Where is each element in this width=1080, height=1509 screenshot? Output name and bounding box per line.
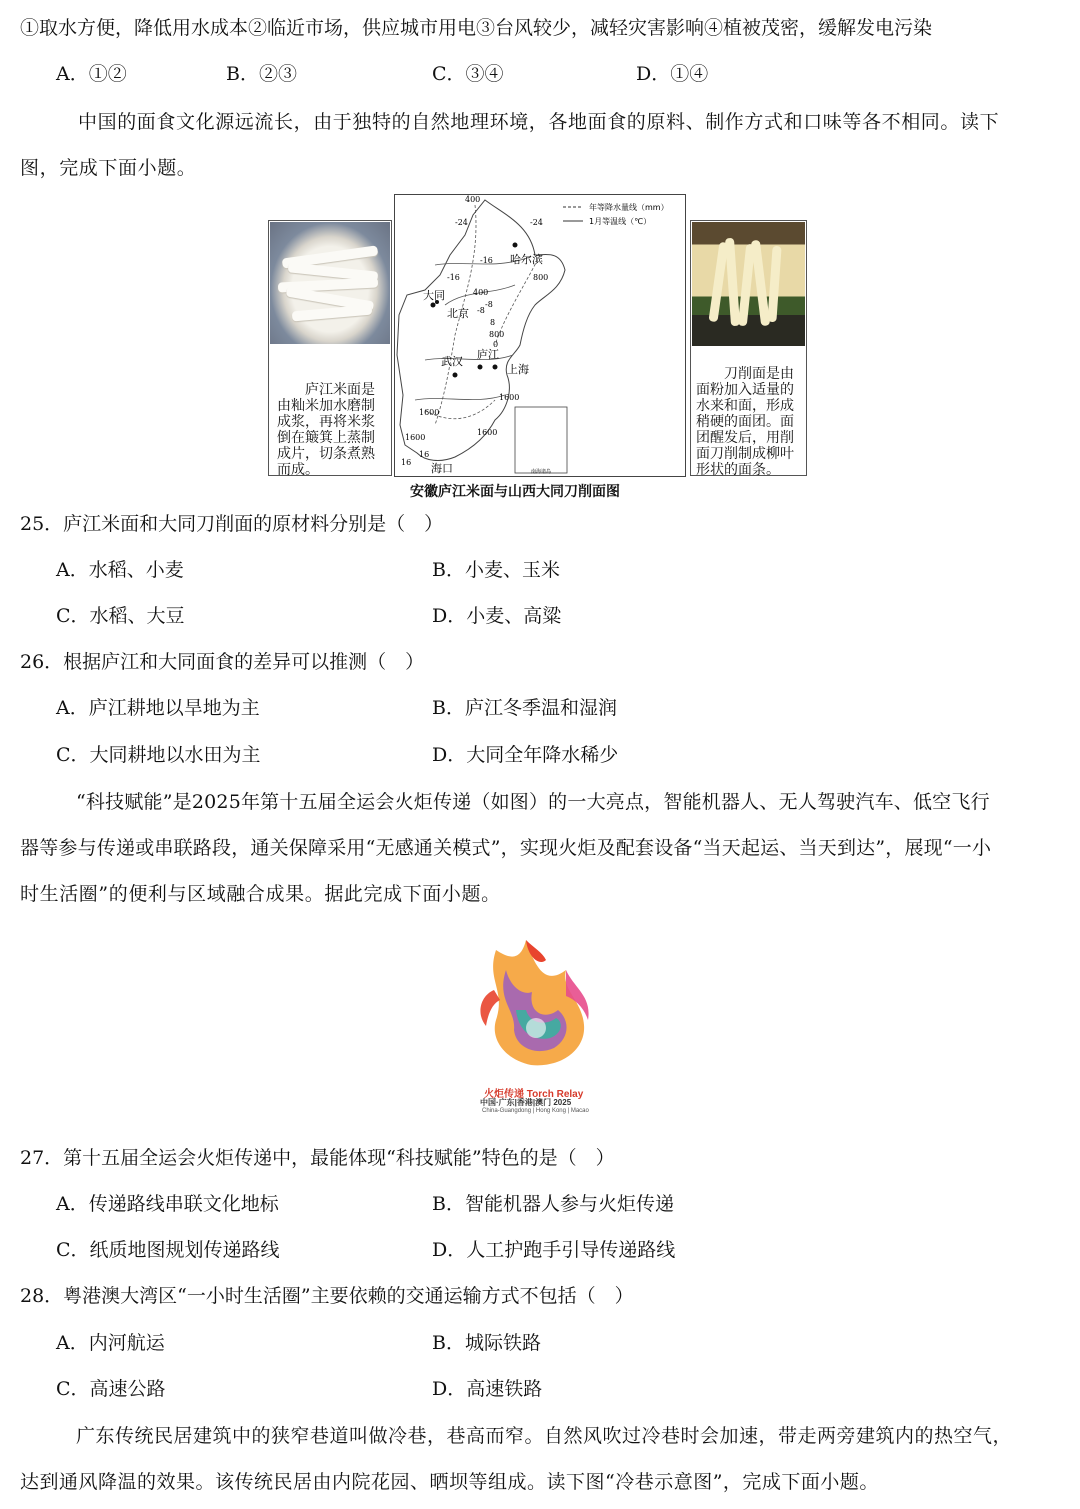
prev-option-a[interactable]: A．①② — [56, 63, 127, 85]
svg-text:400: 400 — [465, 195, 481, 204]
intro-torch-line1: “科技赋能”是2025年第十五届全运会火炬传递（如图）的一大亮点，智能机器人、无人驾驶汽车、低空飞行 — [76, 791, 990, 813]
svg-text:800: 800 — [489, 330, 505, 339]
china-map-svg — [395, 195, 685, 476]
svg-text:-24: -24 — [455, 218, 468, 227]
rice-noodle-photo — [270, 222, 390, 344]
svg-text:400: 400 — [473, 288, 489, 297]
knife-noodle-caption: 刀削面是由面粉加入适量的水来和面，形成稍硬的面团。面团醒发后，用削面刀削制成柳叶形状的面条。 — [696, 366, 794, 478]
city-beijing: 北京 — [447, 307, 469, 320]
q25-option-d[interactable]: D．小麦、高粱 — [432, 605, 562, 627]
svg-text:16: 16 — [401, 458, 412, 467]
q28-stem: 28．粤港澳大湾区“一小时生活圈”主要依赖的交通运输方式不包括（ ） — [20, 1285, 634, 1307]
city-harbin: 哈尔滨 — [510, 253, 543, 266]
logo-subtitle: 中国·广东|香港|澳门 2025 — [480, 1098, 572, 1107]
city-datong: 大同 — [423, 289, 445, 302]
q25-stem: 25．庐江米面和大同刀削面的原材料分别是（ ） — [20, 513, 444, 535]
svg-text:-16: -16 — [447, 273, 460, 282]
intro-torch-line2: 器等参与传递或串联路段，通关保障采用“无感通关模式”，实现火炬及配套设备“当天起运、当天到达”，展现“一小 — [20, 837, 992, 859]
svg-text:800: 800 — [533, 273, 549, 282]
q27-option-a[interactable]: A．传递路线串联文化地标 — [56, 1193, 279, 1215]
q25-option-b[interactable]: B．小麦、玉米 — [432, 559, 560, 581]
city-lujiang: 庐江 — [477, 348, 499, 361]
q26-option-d[interactable]: D．大同全年降水稀少 — [432, 744, 619, 766]
svg-text:-8: -8 — [477, 306, 485, 315]
legend-dashed-label: 年等降水量线（mm） — [589, 203, 669, 212]
q28-option-b[interactable]: B．城际铁路 — [432, 1332, 541, 1354]
intro-lane-line1: 广东传统民居建筑中的狭窄巷道叫做冷巷，巷高而窄。自然风吹过冷巷时会加速，带走两旁建筑内的热空气， — [76, 1425, 1013, 1447]
intro-noodle-line1: 中国的面食文化源远流长，由于独特的自然地理环境，各地面食的原料、制作方式和口味等各不相同。读下 — [78, 111, 1000, 133]
city-haikou: 海口 — [431, 462, 453, 475]
logo-title: 火炬传递 Torch Relay — [484, 1089, 584, 1100]
q27-option-c[interactable]: C．纸质地图规划传递路线 — [56, 1239, 280, 1261]
svg-text:16: 16 — [419, 450, 430, 459]
q27-option-d[interactable]: D．人工护跑手引导传递路线 — [432, 1239, 676, 1261]
prev-question-statements: ①取水方便，降低用水成本②临近市场，供应城市用电③台风较少，减轻灾害影响④植被茂密，缓解发电污染 — [20, 17, 933, 39]
q28-option-a[interactable]: A．内河航运 — [56, 1332, 165, 1354]
knife-noodle-photo — [692, 222, 805, 346]
q27-option-b[interactable]: B．智能机器人参与火炬传递 — [432, 1193, 674, 1215]
q25-option-a[interactable]: A．水稻、小麦 — [56, 559, 184, 581]
intro-noodle-line2: 图，完成下面小题。 — [20, 157, 197, 179]
city-wuhan: 武汉 — [441, 355, 463, 368]
q28-option-d[interactable]: D．高速铁路 — [432, 1378, 543, 1400]
inset-label: 南海诸岛 — [531, 469, 552, 475]
svg-text:1600: 1600 — [499, 393, 520, 402]
svg-text:1600: 1600 — [405, 433, 426, 442]
intro-torch-line3: 时生活圈”的便利与区域融合成果。据此完成下面小题。 — [20, 883, 501, 905]
q26-option-b[interactable]: B．庐江冬季温和湿润 — [432, 697, 617, 719]
logo-small-text: China-Guangdong | Hong Kong | Macao — [482, 1108, 589, 1114]
prev-option-d[interactable]: D．①④ — [636, 63, 709, 85]
intro-lane-line2: 达到通风降温的效果。该传统民居由内院花园、晒坝等组成。读下图“冷巷示意图”，完成下面小题。 — [20, 1471, 879, 1493]
svg-text:-16: -16 — [480, 256, 493, 265]
q28-option-c[interactable]: C．高速公路 — [56, 1378, 166, 1400]
rice-noodle-caption: 庐江米面是由籼米加水磨制成浆，再将米浆倒在簸箕上蒸制成片，切条煮熟而成。 — [277, 382, 375, 478]
svg-text:1600: 1600 — [419, 408, 440, 417]
legend-solid-label: 1月等温线（℃） — [589, 217, 652, 226]
q27-stem: 27．第十五届全运会火炬传递中，最能体现“科技赋能”特色的是（ ） — [20, 1147, 615, 1169]
q26-stem: 26．根据庐江和大同面食的差异可以推测（ ） — [20, 651, 425, 673]
q26-option-a[interactable]: A．庐江耕地以旱地为主 — [56, 697, 260, 719]
q25-option-c[interactable]: C．水稻、大豆 — [56, 605, 185, 627]
q26-option-c[interactable]: C．大同耕地以水田为主 — [56, 744, 261, 766]
china-map — [394, 194, 686, 477]
svg-text:1600: 1600 — [477, 428, 498, 437]
svg-text:-8: -8 — [485, 300, 493, 309]
figure1-caption: 安徽庐江米面与山西大同刀削面图 — [410, 484, 620, 500]
svg-text:-24: -24 — [530, 218, 543, 227]
city-shanghai: 上海 — [507, 363, 529, 376]
svg-text:0: 0 — [493, 340, 499, 349]
prev-option-b[interactable]: B．②③ — [226, 63, 297, 85]
svg-text:8: 8 — [490, 318, 496, 327]
prev-option-c[interactable]: C．③④ — [432, 63, 504, 85]
